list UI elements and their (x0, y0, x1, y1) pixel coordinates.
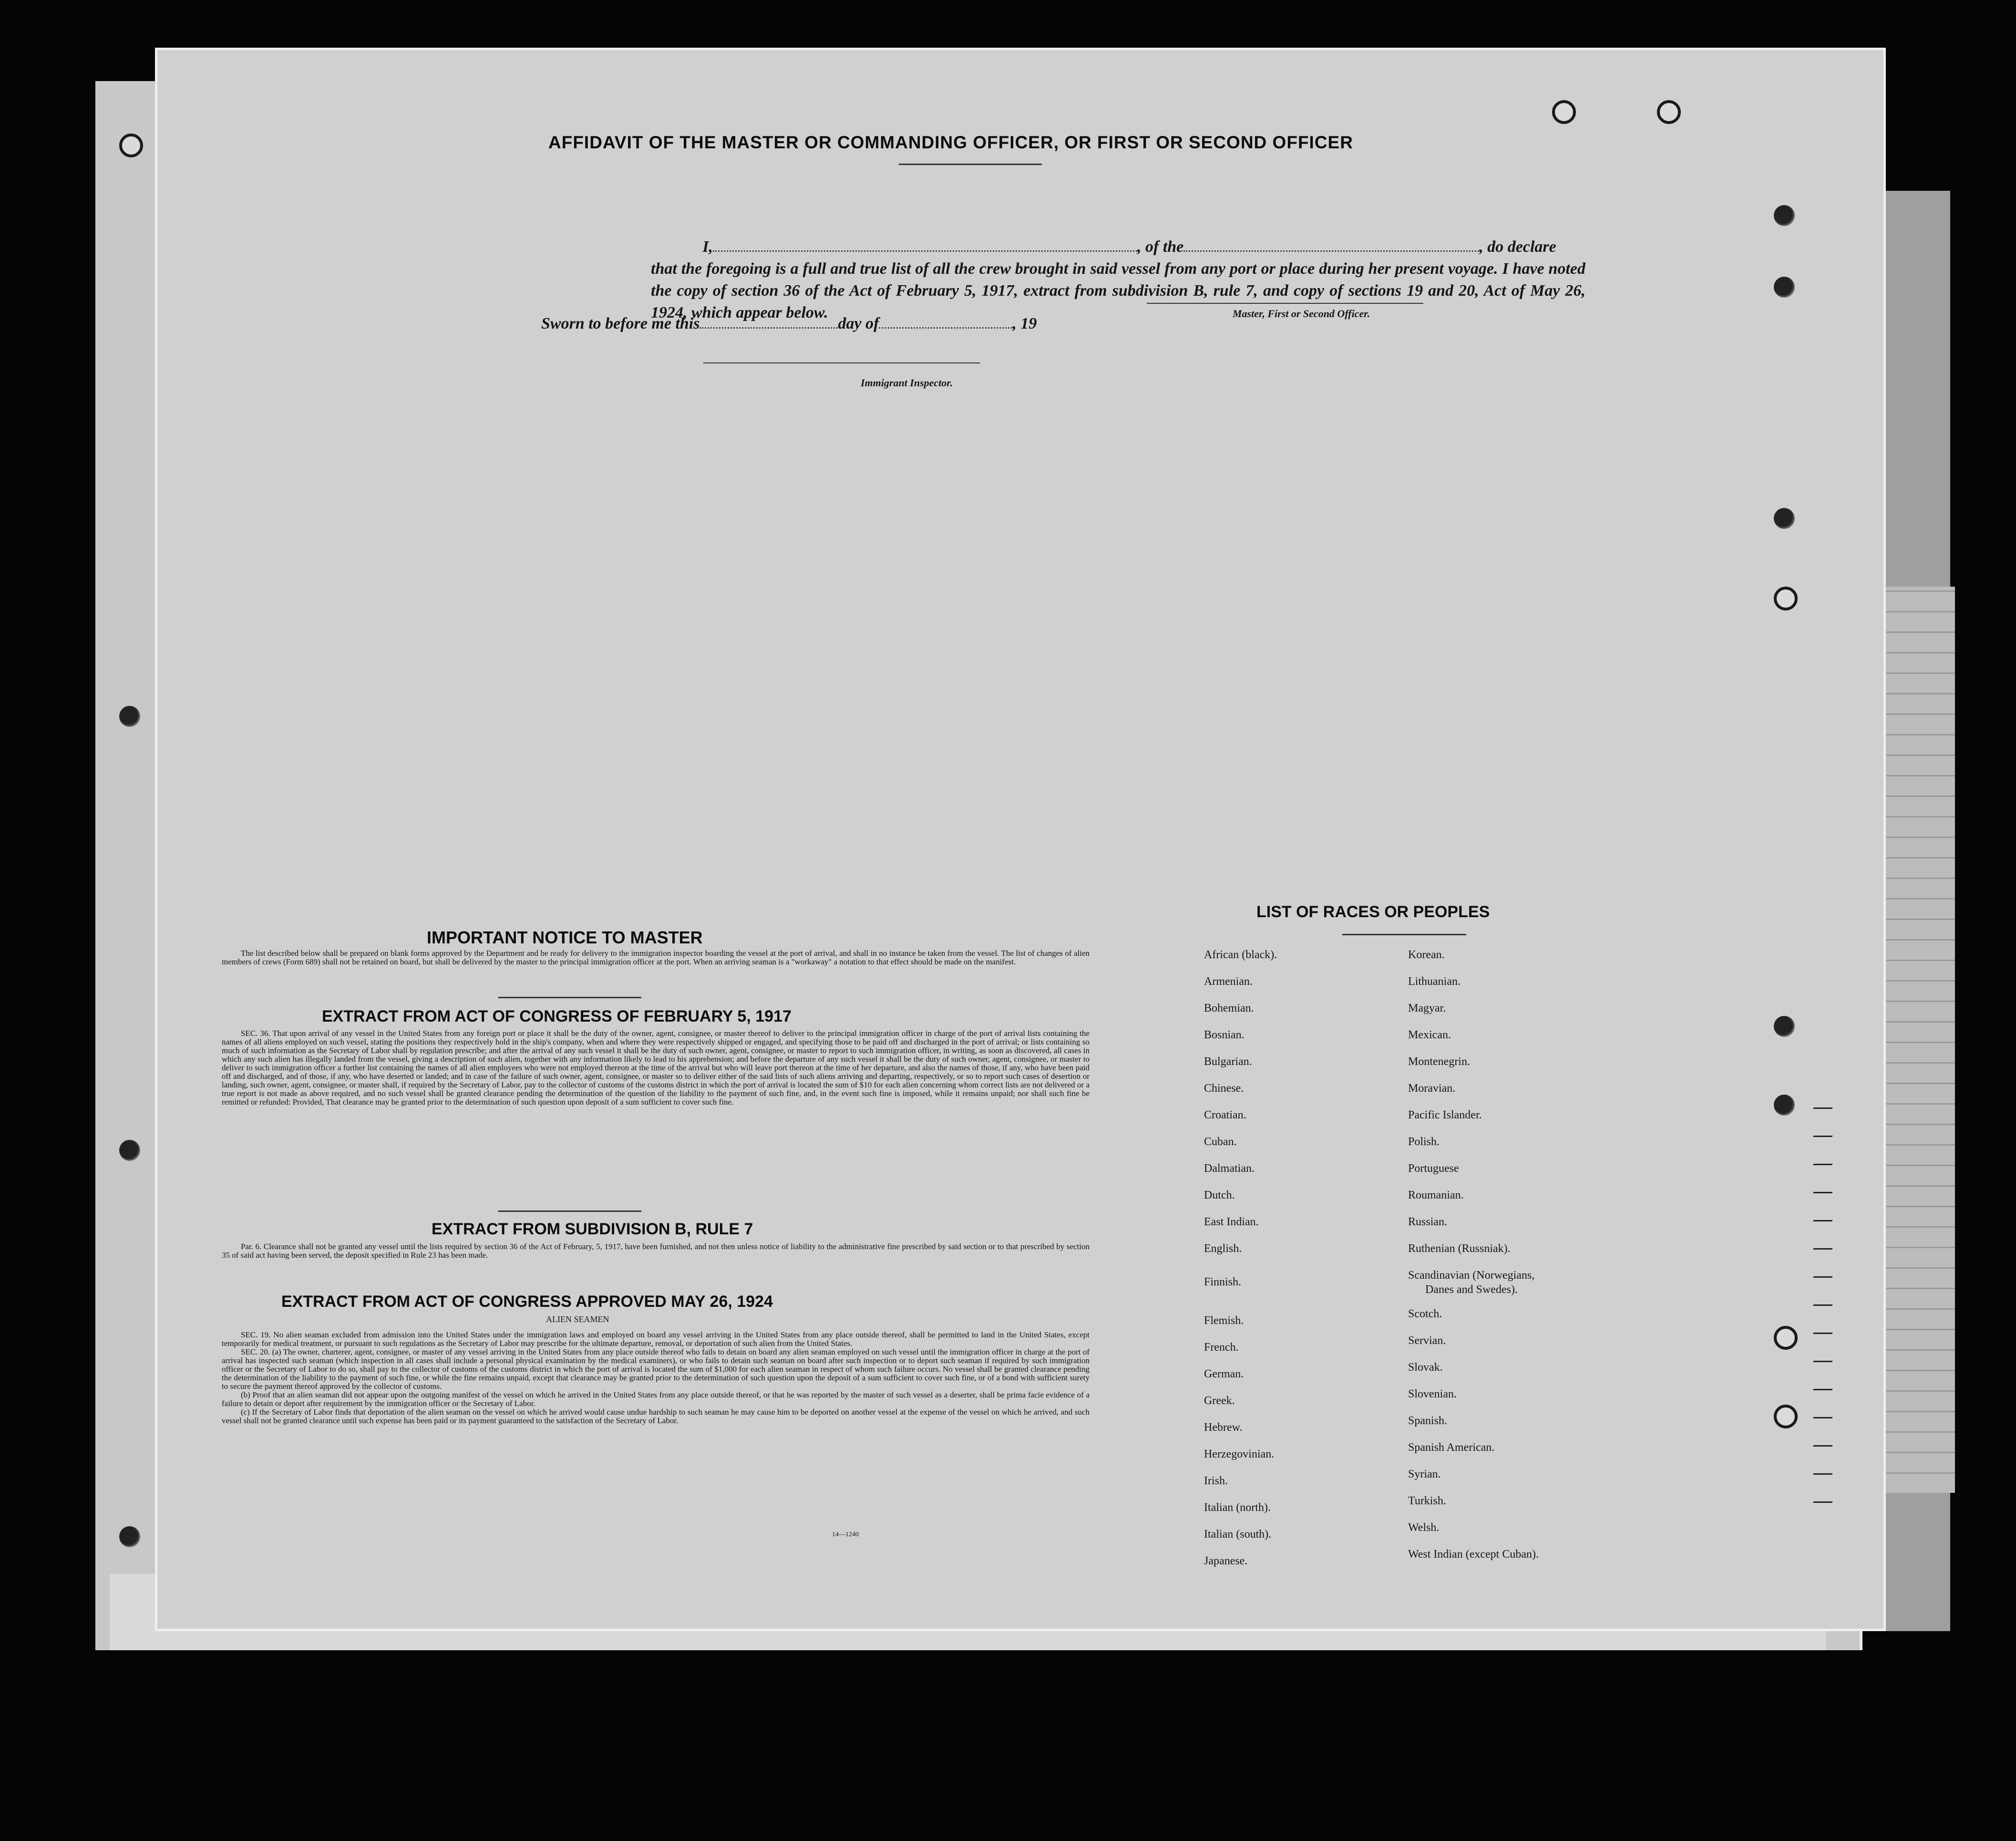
punch-hole (1774, 1095, 1795, 1116)
race-item: Herzegovinian. (1204, 1448, 1275, 1460)
sworn-line (541, 315, 1037, 333)
race-item: Syrian. (1408, 1468, 1441, 1480)
race-item: Bohemian. (1204, 1002, 1254, 1014)
races-right-column (1408, 948, 1608, 1574)
sworn-prefix: Sworn to before me this (541, 315, 700, 332)
race-item: Italian (north). (1204, 1501, 1271, 1514)
race-item: Mexican. (1408, 1029, 1451, 1041)
punch-hole (119, 1140, 140, 1161)
race-item-line: Scandinavian (Norwegians, (1408, 1269, 1535, 1282)
race-item: Hebrew. (1204, 1421, 1243, 1434)
master-signature-line[interactable] (1147, 303, 1423, 304)
race-item: Lithuanian. (1408, 975, 1461, 988)
race-item: Chinese. (1204, 1082, 1244, 1095)
race-item: Dutch. (1204, 1189, 1235, 1201)
race-item: Pacific Islander. (1408, 1109, 1482, 1121)
race-item: Scotch. (1408, 1308, 1442, 1320)
title-underline (899, 164, 1042, 165)
sworn-year: , 19 (1012, 315, 1037, 332)
race-item: Japanese. (1204, 1555, 1248, 1567)
race-item-line: Danes and Swedes). (1425, 1283, 1518, 1296)
notice-body (222, 949, 1090, 966)
extract-rule7-title: EXTRACT FROM SUBDIVISION B, RULE 7 (432, 1220, 753, 1238)
extract-1924-body (222, 1331, 1090, 1425)
vessel-name-blank[interactable] (1183, 238, 1479, 252)
sworn-day-blank[interactable] (699, 315, 838, 329)
race-item: Korean. (1408, 949, 1445, 961)
extract-1917-title: EXTRACT FROM ACT OF CONGRESS OF FEBRUARY 5, 1917 (322, 1007, 792, 1025)
race-item (1408, 1268, 1608, 1307)
races-title: LIST OF RACES OR PEOPLES (1256, 903, 1490, 921)
sec-36-paragraph: SEC. 36. That upon arrival of any vessel in the United States from any foreign port or place it shall be the duty of the owner, agent, consignee, or master thereof to deliver to the principal immigration officer in charge of the port of arrival lists containing the names of all aliens employed on such vessel, stating the positions they respectively hold in the ship's company, when and where they were respectively shipped or engaged, and specifying those to be paid off and discharged in the port of arrival; or lists containing so much of such information as the Secretary of Labor shall by regulation prescribe; and after the arrival of any such vessel it shall be the duty of such owner, agent, consignee, or master to report to such immigration officer, in writing, as soon as discovered, all cases in which any such alien has illegally landed from the vessel, giving a description of such alien, together with any information likely to lead to his apprehension; and before the departure of any such vessel it shall be the duty of such owner, agent, consignee, or master to deliver to such immigration officer a further list containing the names of all alien employees who were not employed thereon at the time of the arrival but who will leave port thereon at the time of her departure, and also the names of those, if any, who have been paid off and discharged, and of those, if any, who have deserted or landed; and in case of the failure of such owner, agent, consignee, or master so to deliver either of the said lists of such aliens arriving and departing, respectively, or so to report such cases of desertion or landing, such owner, agent, consignee, or master shall, if required by the Secretary of Labor, pay to the collector of customs of the customs district in which the port of arrival is located the sum of $10 for each alien concerning whom correct lists are not delivered or a true report is not made as above required, and no such vessel shall be granted clearance pending the determination of the question of the liability to the payment of such fine, and, in the event such fine is imposed, while it remains unpaid; nor shall such fine be remitted or refunded: Provided, That clearance may be granted prior to the determination of such question upon deposit of a sum sufficient to cover such fine. (222, 1029, 1090, 1107)
races-title-underline (1342, 934, 1466, 935)
punch-hole (1774, 277, 1795, 298)
race-item: Polish. (1408, 1136, 1440, 1148)
sec-19-paragraph: SEC. 19. No alien seaman excluded from admission into the United States under the immigration laws and employed on board any vessel arriving in the United States from any place outside thereof, shall be permitted to land in the United States, except temporarily for medical treatment, or pursuant to such regulations as the Secretary of Labor may prescribe for the ultimate departure, removal, or deportation of such alien from the United States. (222, 1330, 1090, 1348)
declaration-i: I, (702, 238, 713, 256)
extract-1917-body (222, 1029, 1090, 1107)
form-number: 14—1240 (832, 1531, 859, 1538)
extract-1924-title: EXTRACT FROM ACT OF CONGRESS APPROVED MAY 26, 1924 (281, 1293, 773, 1311)
punch-hole (1774, 205, 1795, 226)
punch-hole (1774, 587, 1798, 610)
race-item: East Indian. (1204, 1216, 1259, 1228)
par-6-paragraph: Par. 6. Clearance shall not be granted any vessel until the lists required by section 36 of the Act of February, 5, 1917, have been furnished, and not then unless notice of liability to the administrative fine prescribed by said section or to that prescribed by section 35 of said act having been served, the deposit specified in Rule 23 has been made. (222, 1242, 1090, 1260)
race-item: Croatian. (1204, 1109, 1246, 1121)
race-item: Slovak. (1408, 1361, 1443, 1374)
race-item: English. (1204, 1242, 1242, 1255)
punch-hole (119, 1526, 140, 1547)
race-item: African (black). (1204, 949, 1277, 961)
race-item: Servian. (1408, 1334, 1446, 1347)
section-divider (498, 1210, 641, 1212)
punch-hole (1774, 1326, 1798, 1350)
sec-20a-paragraph: SEC. 20. (a) The owner, charterer, agent, consignee, or master of any vessel arriving in the United States from any place outside thereof who fails to detain on board any alien seaman employed on such vessel until the immigration officer in charge at the port of arrival has inspected such seaman (which inspection in all cases shall include a personal physical examination by the medical examiners), or who fails to detain such seaman on board after such inspection or to deport such seaman if required by such immigration officer or the Secretary of Labor to do so, shall pay to the collector of customs of the customs district in which the port of arrival is located the sum of $1,000 for each alien seaman in respect of whom such failure occurs. No vessel shall be granted clearance pending the determination of the liability to the payment of such fine, or while the fine remains unpaid, except that clearance may be granted prior to the determination of such question upon the deposit of a sum sufficient to cover such fine, or of a bond with sufficient surety to secure the payment thereof approved by the collector of customs. (222, 1347, 1090, 1391)
declaration-of-the: , of the (1137, 238, 1184, 256)
race-item: Bosnian. (1204, 1029, 1245, 1041)
section-divider (498, 997, 641, 998)
race-item: Roumanian. (1408, 1189, 1464, 1201)
race-item: German. (1204, 1368, 1244, 1380)
affidavit-declaration (651, 236, 1585, 324)
race-item: Irish. (1204, 1475, 1228, 1487)
declaration-do-declare: , do declare (1479, 238, 1556, 256)
inspector-caption: Immigrant Inspector. (861, 377, 953, 389)
race-item: Ruthenian (Russniak). (1408, 1242, 1511, 1255)
race-item: Spanish American. (1408, 1441, 1495, 1454)
race-item: Flemish. (1204, 1314, 1244, 1327)
punch-hole (1552, 100, 1576, 124)
sworn-day-of: day of (838, 315, 879, 332)
race-item: Moravian. (1408, 1082, 1456, 1095)
race-item: Greek. (1204, 1395, 1235, 1407)
race-item: Italian (south). (1204, 1528, 1272, 1541)
punch-hole (1657, 100, 1681, 124)
race-item: Cuban. (1204, 1136, 1237, 1148)
race-item: Finnish. (1204, 1276, 1242, 1288)
race-item: Russian. (1408, 1216, 1448, 1228)
notice-title: IMPORTANT NOTICE TO MASTER (427, 928, 703, 947)
race-item: Magyar. (1408, 1002, 1446, 1014)
punch-hole (1774, 1405, 1798, 1428)
extract-rule7-body (222, 1242, 1090, 1260)
race-item: Turkish. (1408, 1495, 1446, 1507)
race-item: Slovenian. (1408, 1388, 1457, 1400)
master-caption: Master, First or Second Officer. (1233, 308, 1370, 320)
race-item: Portuguese (1408, 1162, 1459, 1175)
form-page (155, 48, 1886, 1631)
race-item: Montenegrin. (1408, 1055, 1470, 1068)
race-item: Bulgarian. (1204, 1055, 1252, 1068)
master-name-blank[interactable] (713, 238, 1137, 252)
punch-hole (119, 134, 143, 157)
inspector-signature-line[interactable] (703, 362, 980, 363)
punch-hole (119, 706, 140, 727)
sec-20c-paragraph: (c) If the Secretary of Labor finds that deportation of the alien seaman on the vessel on which he arrived would cause undue hardship to such seaman he may cause him to be deported on another vessel at the expense of the vessel on which he arrived, and such vessel shall not be granted clearance until such expense has been paid or its payment guaranteed to the satisfaction of the Secretary of Labor. (222, 1407, 1090, 1425)
race-item: Spanish. (1408, 1415, 1448, 1427)
sec-20b-paragraph: (b) Proof that an alien seaman did not appear upon the outgoing manifest of the vessel on which he arrived in the United States from any place outside thereof, or that he was reported by the master of such vessel as a deserter, shall be prima facie evidence of a failure to detain or deport after requirement by the immigration officer or the Secretary of Labor. (222, 1390, 1090, 1408)
punch-hole (1774, 1016, 1795, 1037)
race-item: French. (1204, 1341, 1239, 1354)
notice-paragraph: The list described below shall be prepared on blank forms approved by the Department and be ready for delivery to the immigration inspector boarding the vessel at the port of arrival, and shall in no instance be taken from the vessel. The list of changes of alien members of crews (Form 689) shall not be retained on board, but shall be delivered by the master to the principal immigration officer at the port. When an arriving seaman is a "workaway" a notation to that effect should be made on the manifest. (222, 949, 1090, 966)
alien-seamen-subtitle: ALIEN SEAMEN (546, 1314, 609, 1324)
tally-marks (1819, 1087, 1848, 1510)
race-item: Armenian. (1204, 975, 1253, 988)
punch-hole (1774, 508, 1795, 529)
sworn-month-blank[interactable] (879, 315, 1012, 329)
race-item: Dalmatian. (1204, 1162, 1255, 1175)
declaration-body: that the foregoing is a full and true list of all the crew brought in said vessel from any port or place during her present voyage. I have noted the copy of section 36 of the Act of February 5, 1917, extract from subdivision B, rule 7, and copy of sections 19 and 20, Act of May 26, 1924, which appear below. (651, 260, 1585, 321)
affidavit-title: AFFIDAVIT OF THE MASTER OR COMMANDING OFFICER, OR FIRST OR SECOND OFFICER (548, 133, 1353, 152)
race-item: West Indian (except Cuban). (1408, 1548, 1539, 1561)
races-left-column (1204, 948, 1404, 1581)
race-item: Welsh. (1408, 1521, 1440, 1534)
